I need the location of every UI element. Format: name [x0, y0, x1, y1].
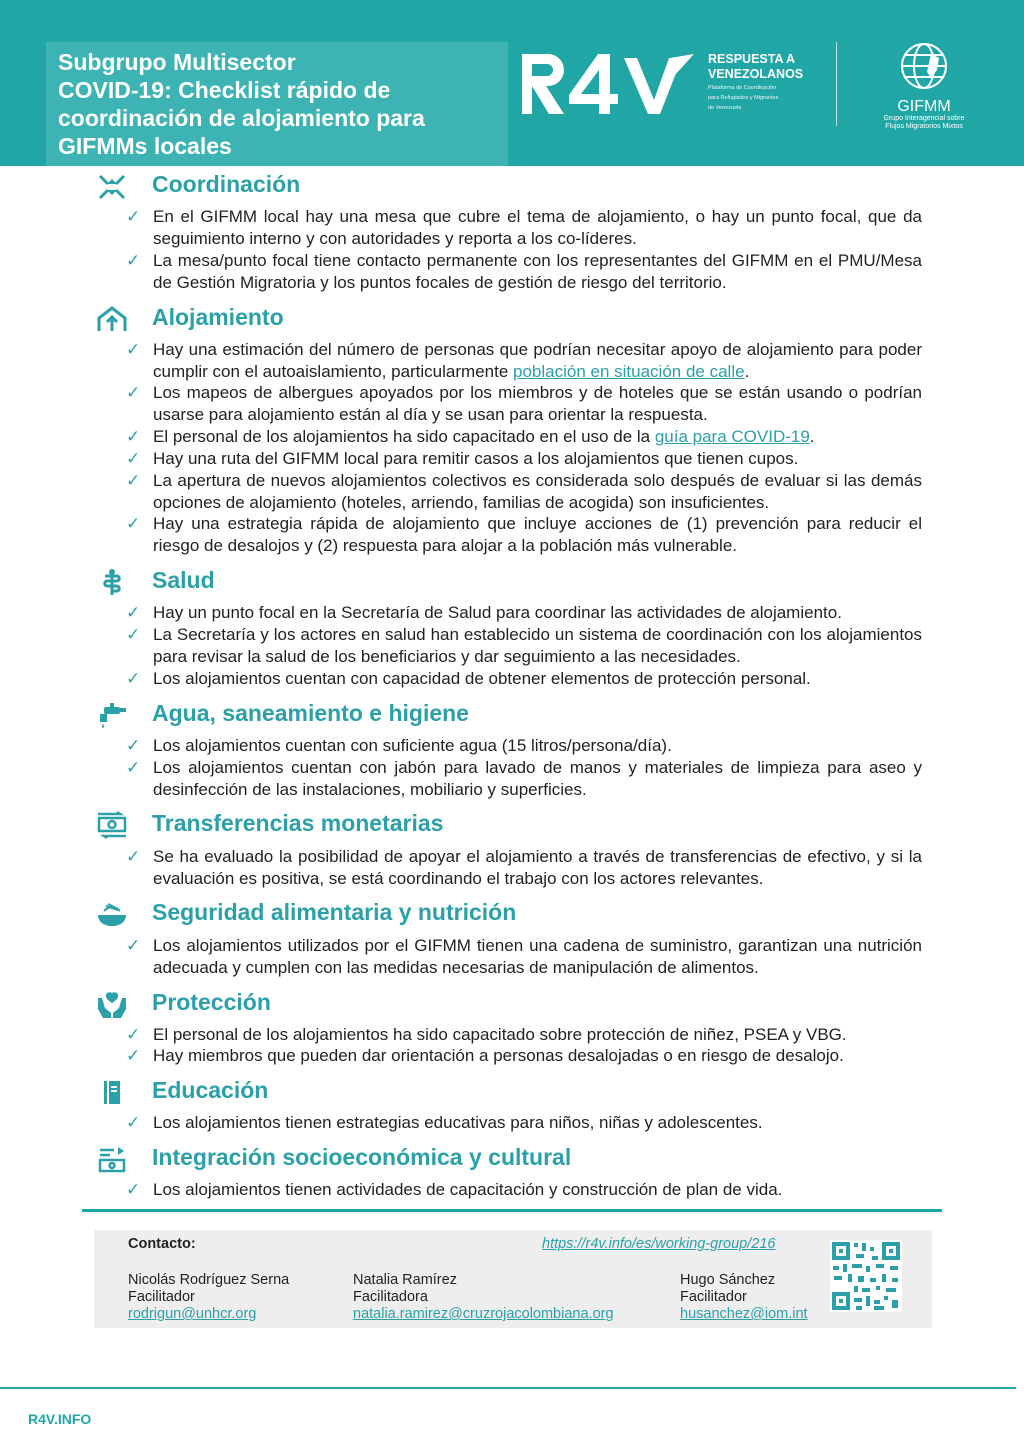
check-icon: ✓	[126, 207, 141, 226]
footer-divider	[0, 1387, 1016, 1389]
item-text-part: Hay una estimación del número de personas que podrían necesitar apoyo de alojamiento para poder cumplir con el autoaislamiento, particularmente	[153, 340, 922, 381]
checklist-item	[126, 513, 922, 557]
check-icon: ✓	[126, 847, 141, 866]
item-text: Los alojamientos cuentan con jabón para lavado de manos y materiales de limpieza para aseo y desinfección de las instalaciones, mobiliario y superficies.	[153, 758, 922, 799]
check-icon: ✓	[126, 758, 141, 777]
checklist-item	[126, 846, 922, 890]
item-text: Hay una estrategia rápida de alojamiento que incluye acciones de (1) prevención para reducir el riesgo de desalojos y (2) respuesta para alojar a la población más vulnerable.	[153, 514, 922, 555]
checklist-item	[126, 470, 922, 514]
shelter-icon	[96, 305, 128, 333]
check-icon: ✓	[126, 251, 141, 270]
item-text: Los alojamientos utilizados por el GIFMM tienen una cadena de suministro, garantizan una nutrición adecuada y cumplen con las medidas necesarias de manipulación de alimentos.	[153, 936, 922, 977]
check-icon: ✓	[126, 471, 141, 490]
item-text: La apertura de nuevos alojamientos colectivos es considerada solo después de evaluar si las demás opciones de alojamiento (hoteles, arriendo, familias de acogida) son insuficientes.	[153, 471, 922, 512]
checklist-item	[126, 1024, 922, 1046]
check-icon: ✓	[126, 340, 141, 359]
checklist-item	[126, 426, 922, 448]
r4v-tagline-line: VENEZOLANOS	[708, 67, 804, 81]
person-name: Natalia Ramírez	[353, 1272, 457, 1288]
food-bowl-icon	[96, 901, 128, 929]
section-title-seguridad: Seguridad alimentaria y nutrición	[152, 899, 517, 925]
person-email-link[interactable]: rodrigun@unhcr.org	[128, 1306, 257, 1322]
contact-box	[94, 1230, 932, 1328]
r4v-subtag-line: de Venezuela	[708, 105, 742, 111]
section-title-alojamiento: Alojamiento	[152, 304, 284, 330]
person-name: Hugo Sánchez	[680, 1272, 776, 1288]
gifmm-sub: Flujos Migratorios Mixtos	[885, 123, 963, 130]
check-icon: ✓	[126, 514, 141, 533]
street-population-link[interactable]: población en situación de calle	[513, 362, 745, 381]
checklist-item	[126, 1179, 922, 1201]
book-icon	[96, 1078, 128, 1106]
check-icon: ✓	[126, 625, 141, 644]
contact-person	[353, 1272, 614, 1323]
check-icon: ✓	[126, 427, 141, 446]
checklist-item	[126, 448, 922, 470]
contact-label: Contacto:	[128, 1236, 196, 1252]
check-icon: ✓	[126, 1046, 141, 1065]
title-line: coordinación de alojamiento para	[58, 105, 425, 131]
check-icon: ✓	[126, 603, 141, 622]
person-email-link[interactable]: natalia.ramirez@cruzrojacolombiana.org	[353, 1306, 614, 1322]
item-text: Los alojamientos cuentan con capacidad de obtener elementos de protección personal.	[153, 669, 811, 688]
section-title-proteccion: Protección	[152, 989, 271, 1015]
footer-site-link[interactable]: R4V.INFO	[28, 1411, 92, 1427]
checklist-item	[126, 206, 922, 250]
checklist-item	[126, 382, 922, 426]
item-text: Hay una estimación del número de personas que podrían necesitar apoyo de alojamiento para poder cumplir con el autoaislamiento, particularmente población en situación de calle.	[153, 340, 922, 381]
r4v-logo	[520, 52, 700, 116]
cash-transfer-icon	[96, 811, 128, 839]
check-icon: ✓	[126, 1180, 141, 1199]
gifmm-sub: Grupo Interagencial sobre	[883, 115, 965, 122]
person-name: Nicolás Rodríguez Serna	[128, 1272, 290, 1288]
item-text: La mesa/punto focal tiene contacto permanente con los representantes del GIFMM en el PMU/Mesa de Gestión Migratoria y los puntos focales de gestión de riesgo del territorio.	[153, 251, 922, 292]
r4v-tagline	[708, 52, 818, 112]
check-icon: ✓	[126, 383, 141, 402]
section-title-educacion: Educación	[152, 1077, 269, 1103]
qr-code-icon[interactable]	[830, 1240, 902, 1312]
contact-person	[128, 1272, 289, 1323]
person-role: Facilitadora	[353, 1289, 428, 1305]
integration-icon	[96, 1145, 128, 1173]
water-tap-icon	[96, 701, 128, 729]
person-role: Facilitador	[680, 1289, 747, 1305]
item-text: Los alojamientos tienen estrategias educativas para niños, niñas y adolescentes.	[153, 1113, 763, 1132]
health-icon	[96, 568, 128, 596]
r4v-tagline-line: RESPUESTA A	[708, 52, 796, 66]
check-icon: ✓	[126, 1025, 141, 1044]
item-text: Los alojamientos tienen actividades de capacitación y construcción de plan de vida.	[153, 1180, 783, 1199]
gifmm-label: GIFMM	[897, 98, 951, 115]
section-divider	[82, 1209, 942, 1212]
item-text: Los alojamientos cuentan con suficiente agua (15 litros/persona/día).	[153, 736, 672, 755]
r4v-subtag-line: Plataforma de Coordinación	[708, 85, 777, 91]
section-title-salud: Salud	[152, 567, 215, 593]
item-text: En el GIFMM local hay una mesa que cubre el tema de alojamiento, o hay un punto focal, que da seguimiento interno y con autoridades y reporta a los co-líderes.	[153, 207, 922, 248]
section-title-agua: Agua, saneamiento e higiene	[152, 700, 469, 726]
item-text: El personal de los alojamientos ha sido capacitado en el uso de la guía para COVID-19.	[153, 427, 815, 446]
covid-guide-link[interactable]: guía para COVID-19	[654, 427, 810, 446]
page-header	[0, 0, 1024, 166]
title-line: COVID-19: Checklist rápido de	[58, 77, 391, 103]
section-title-transferencias: Transferencias monetarias	[152, 810, 444, 836]
checklist-item	[126, 757, 922, 801]
item-text-part: El personal de los alojamientos ha sido capacitado en el uso de la	[153, 427, 655, 446]
checklist-item	[126, 935, 922, 979]
checklist-item	[126, 602, 922, 624]
item-text: Hay un punto focal en la Secretaría de Salud para coordinar las actividades de alojamiento.	[153, 603, 842, 622]
checklist-item	[126, 250, 922, 294]
document-title	[46, 42, 508, 166]
contact-person	[680, 1272, 808, 1323]
section-title-coordinacion: Coordinación	[152, 171, 301, 197]
item-text: Se ha evaluado la posibilidad de apoyar el alojamiento a través de transferencias de efectivo, y si la evaluación es positiva, se está coordinando el trabajo con los actores relevantes.	[153, 847, 922, 888]
check-icon: ✓	[126, 1113, 141, 1132]
gifmm-logo	[868, 40, 980, 130]
r4v-subtag-line: para Refugiados y Migrantes	[708, 95, 779, 101]
globe-icon	[893, 40, 955, 92]
working-group-link[interactable]: https://r4v.info/es/working-group/216	[542, 1236, 776, 1252]
check-icon: ✓	[126, 936, 141, 955]
checklist-item	[126, 735, 922, 757]
item-text: El personal de los alojamientos ha sido capacitado sobre protección de niñez, PSEA y VBG.	[153, 1025, 847, 1044]
check-icon: ✓	[126, 669, 141, 688]
check-icon: ✓	[126, 736, 141, 755]
item-text: Hay una ruta del GIFMM local para remitir casos a los alojamientos que tienen cupos.	[153, 449, 799, 468]
item-text: Los mapeos de albergues apoyados por los miembros y de hoteles que se están usando o podrían usarse para alojamiento están al día y se usan para orientar la respuesta.	[153, 383, 922, 424]
title-line: Subgrupo Multisector	[58, 49, 296, 75]
checklist-item	[126, 668, 922, 690]
item-text: Hay miembros que pueden dar orientación a personas desalojadas o en riesgo de desalojo.	[153, 1046, 844, 1065]
coordination-icon	[96, 173, 128, 201]
protection-hands-icon	[96, 990, 128, 1018]
checklist-item	[126, 1112, 922, 1134]
check-icon: ✓	[126, 449, 141, 468]
item-text: La Secretaría y los actores en salud han establecido un sistema de coordinación con los alojamientos para revisar la salud de los beneficiarios y dar seguimiento a las necesidades.	[153, 625, 922, 666]
title-line: GIFMMs locales	[58, 133, 232, 159]
checklist-item	[126, 624, 922, 668]
person-role: Facilitador	[128, 1289, 195, 1305]
header-divider	[836, 42, 837, 126]
checklist-item	[126, 339, 922, 383]
checklist-item	[126, 1045, 922, 1067]
person-email-link[interactable]: husanchez@iom.int	[680, 1306, 808, 1322]
section-title-integracion: Integración socioeconómica y cultural	[152, 1144, 572, 1170]
